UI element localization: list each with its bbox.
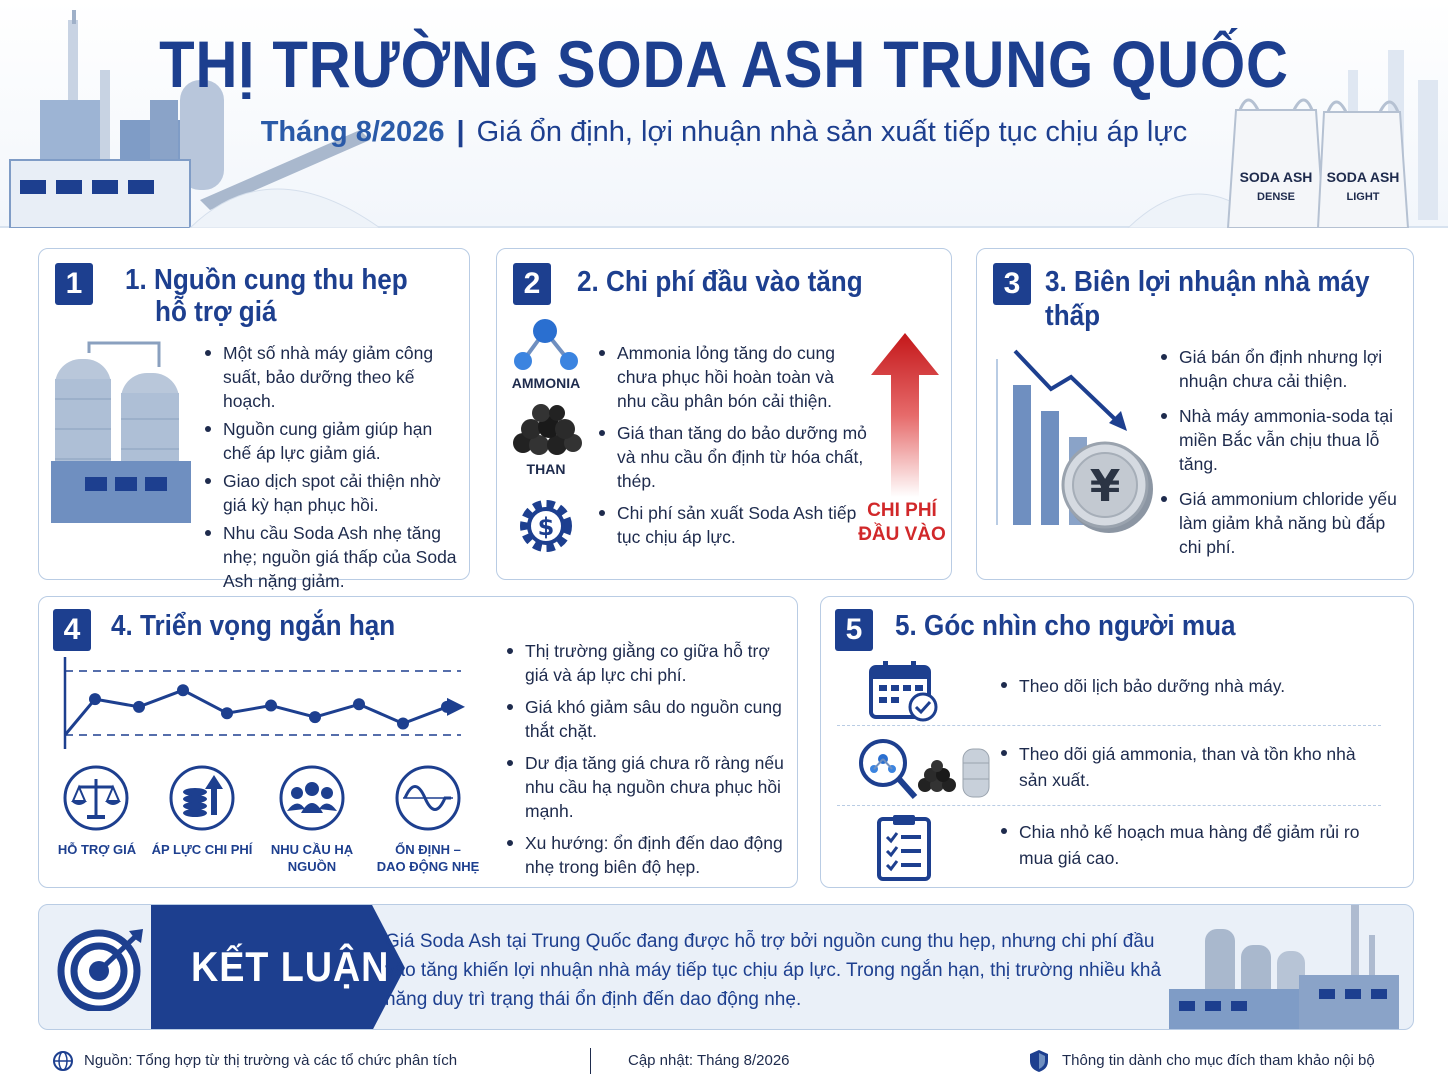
outlook-label-stable-line2: DAO ĐỘNG NHẸ bbox=[376, 859, 480, 874]
trend-arrow bbox=[447, 698, 465, 716]
list-item: Theo dõi lịch bảo dưỡng nhà máy. bbox=[999, 673, 1379, 699]
buyer-row-purchase-plan bbox=[835, 813, 1381, 889]
list-item: Nhu cầu Soda Ash nhẹ tăng nhẹ; nguồn giá thấp của Soda Ash nặng giảm. bbox=[203, 521, 463, 593]
trend-point bbox=[309, 711, 321, 723]
shield-icon bbox=[1028, 1048, 1050, 1074]
conclusion-banner bbox=[38, 904, 1414, 1030]
scale-icon bbox=[61, 765, 131, 831]
buyer-bullet bbox=[999, 819, 1379, 871]
list-item: Nhà máy ammonia-soda tại miền Bắc vẫn chịu thua lỗ tăng. bbox=[1159, 404, 1403, 476]
divider bbox=[837, 725, 1381, 726]
section-outlook bbox=[38, 596, 798, 888]
supply-bullets bbox=[203, 341, 463, 597]
divider bbox=[837, 805, 1381, 806]
buyer-row-maintenance bbox=[835, 659, 1381, 735]
bag-dense-line1: SODA ASH bbox=[1239, 169, 1313, 185]
outlook-label-stable bbox=[375, 841, 481, 875]
people-icon bbox=[277, 765, 347, 831]
section-margins bbox=[976, 248, 1414, 580]
cost-bullets bbox=[597, 341, 867, 557]
list-item: Một số nhà máy giảm công suất, bảo dưỡng theo kế hoạch. bbox=[203, 341, 463, 413]
list-item: Giao dịch spot cải thiện nhờ giá kỳ hạn phục hồi. bbox=[203, 469, 463, 517]
input-cost-label-line1: CHI PHÍ bbox=[867, 500, 937, 521]
section-supply bbox=[38, 248, 470, 591]
soda-ash-bags-illustration bbox=[1118, 50, 1448, 228]
checklist-icon bbox=[875, 813, 935, 883]
list-item: Ammonia lỏng tăng do cung chưa phục hồi hoàn toàn và nhu cầu phân bón cải thiện. bbox=[597, 341, 867, 413]
trend-point bbox=[89, 693, 101, 705]
list-item: Giá ammonium chloride yếu làm giảm khả năng bù đắp chi phí. bbox=[1159, 487, 1403, 559]
yen-symbol: ¥ bbox=[1089, 461, 1121, 512]
section-number: 5 bbox=[835, 609, 873, 651]
trend-point bbox=[397, 717, 409, 729]
page-title: THỊ TRƯỜNG SODA ASH TRUNG QUỐC bbox=[159, 27, 1289, 101]
input-cost-label bbox=[857, 499, 947, 547]
buyer-bullet bbox=[999, 673, 1379, 699]
report-month: Tháng 8/2026 bbox=[260, 116, 445, 148]
list-item: Giá than tăng do bảo dưỡng mỏ và nhu cầu ổn định từ hóa chất, thép. bbox=[597, 421, 867, 493]
list-item: Nguồn cung giảm giúp hạn chế áp lực giảm giá. bbox=[203, 417, 463, 465]
section-number: 1 bbox=[55, 263, 93, 305]
factory-icon bbox=[49, 339, 199, 525]
margin-bullets bbox=[1159, 345, 1403, 570]
footer-disclaimer: Thông tin dành cho mục đích tham khảo nội bộ bbox=[1062, 1052, 1375, 1069]
conclusion-text: Giá Soda Ash tại Trung Quốc đang được hỗ trợ bởi nguồn cung thu hẹp, nhưng chi phí đầu vào tăng khiến lợi nhuận nhà máy tiếp tục chịu áp lực. Trong ngắn hạn, thị trường nhiều khả năng duy trì trạng thái ổn định đến dao động nhẹ. bbox=[385, 931, 1162, 1010]
section-title: 3. Biên lợi nhuận nhà máy thấp bbox=[1045, 266, 1370, 332]
divider bbox=[590, 1048, 591, 1074]
header bbox=[0, 0, 1448, 228]
buyer-bullet bbox=[999, 741, 1379, 793]
footer bbox=[0, 1040, 1448, 1086]
section-title: 4. Triển vọng ngắn hạn bbox=[111, 610, 396, 642]
trend-line bbox=[65, 690, 447, 735]
list-item: Chi phí sản xuất Soda Ash tiếp tục chịu áp lực. bbox=[597, 501, 867, 549]
light-bag-icon bbox=[1318, 102, 1408, 228]
target-icon bbox=[57, 927, 147, 1011]
coal-icon bbox=[509, 403, 585, 455]
globe-icon bbox=[52, 1050, 74, 1072]
section-buyer-view bbox=[820, 596, 1414, 888]
bag-dense-line2: DENSE bbox=[1257, 191, 1295, 203]
magnifier-icon bbox=[853, 735, 997, 805]
trend-point bbox=[221, 707, 233, 719]
footer-updated: Cập nhật: Tháng 8/2026 bbox=[628, 1052, 790, 1069]
trend-point bbox=[177, 684, 189, 696]
trend-point bbox=[133, 701, 145, 713]
subtitle-separator: | bbox=[456, 116, 465, 148]
declining-margin-icon bbox=[991, 345, 1157, 541]
footer-source: Nguồn: Tổng hợp từ thị trường và các tổ chức phân tích bbox=[84, 1052, 458, 1069]
wave-icon bbox=[393, 765, 463, 831]
section-title: 5. Góc nhìn cho người mua bbox=[895, 610, 1236, 642]
conclusion-title: KẾT LUẬN bbox=[191, 943, 390, 990]
list-item: Dư địa tăng giá chưa rõ ràng nếu nhu cầu hạ nguồn chưa phục hồi mạnh. bbox=[505, 751, 795, 823]
coal-label: THAN bbox=[526, 461, 566, 477]
section-input-costs bbox=[496, 248, 952, 580]
factory-icon bbox=[1169, 905, 1399, 1030]
section-title-line2: hỗ trợ giá bbox=[155, 296, 277, 328]
buyer-row-inputs bbox=[835, 735, 1381, 811]
dense-bag-icon bbox=[1228, 100, 1324, 228]
outlook-label-downstream-demand: NHU CẦU HẠ NGUỒN bbox=[270, 842, 354, 874]
coins-up-icon bbox=[167, 765, 237, 831]
section-number: 2 bbox=[513, 263, 551, 305]
section-title: 2. Chi phí đầu vào tăng bbox=[577, 266, 863, 298]
section-number: 4 bbox=[53, 609, 91, 651]
trend-point bbox=[265, 700, 277, 712]
trend-point bbox=[353, 698, 365, 710]
outlook-label-price-support: HỖ TRỢ GIÁ bbox=[57, 842, 137, 857]
list-item: Giá bán ổn định nhưng lợi nhuận chưa cải thiện. bbox=[1159, 345, 1403, 393]
svg-text:$: $ bbox=[537, 513, 555, 541]
list-item: Thị trường giằng co giữa hỗ trợ giá và áp lực chi phí. bbox=[505, 639, 795, 687]
list-item: Giá khó giảm sâu do nguồn cung thắt chặt. bbox=[505, 695, 795, 743]
cost-gear-icon bbox=[515, 495, 577, 557]
section-number: 3 bbox=[993, 263, 1031, 305]
bag-light-line1: SODA ASH bbox=[1326, 169, 1400, 185]
outlook-label-cost-pressure: ÁP LỰC CHI PHÍ bbox=[151, 842, 253, 857]
outlook-bullets bbox=[505, 639, 795, 887]
input-cost-label-line2: ĐẦU VÀO bbox=[858, 524, 946, 545]
list-item: Chia nhỏ kế hoạch mua hàng để giảm rủi ro mua giá cao. bbox=[999, 819, 1379, 871]
ammonia-molecule-icon bbox=[511, 317, 581, 373]
arrow-up-icon bbox=[869, 329, 941, 499]
section-title-line1: 1. Nguồn cung thu hẹp bbox=[125, 264, 408, 296]
list-item: Xu hướng: ổn định đến dao động nhẹ trong biên độ hẹp. bbox=[505, 831, 795, 879]
report-tagline: Giá ổn định, lợi nhuận nhà sản xuất tiếp tục chịu áp lực bbox=[476, 116, 1188, 148]
outlook-label-stable-line1: ỔN ĐỊNH – bbox=[395, 842, 461, 857]
calendar-icon bbox=[869, 659, 941, 723]
bag-light-line2: LIGHT bbox=[1346, 191, 1380, 203]
list-item: Theo dõi giá ammonia, than và tồn kho nhà sản xuất. bbox=[999, 741, 1379, 793]
trend-chart bbox=[51, 649, 487, 759]
ammonia-label: AMMONIA bbox=[511, 375, 581, 391]
